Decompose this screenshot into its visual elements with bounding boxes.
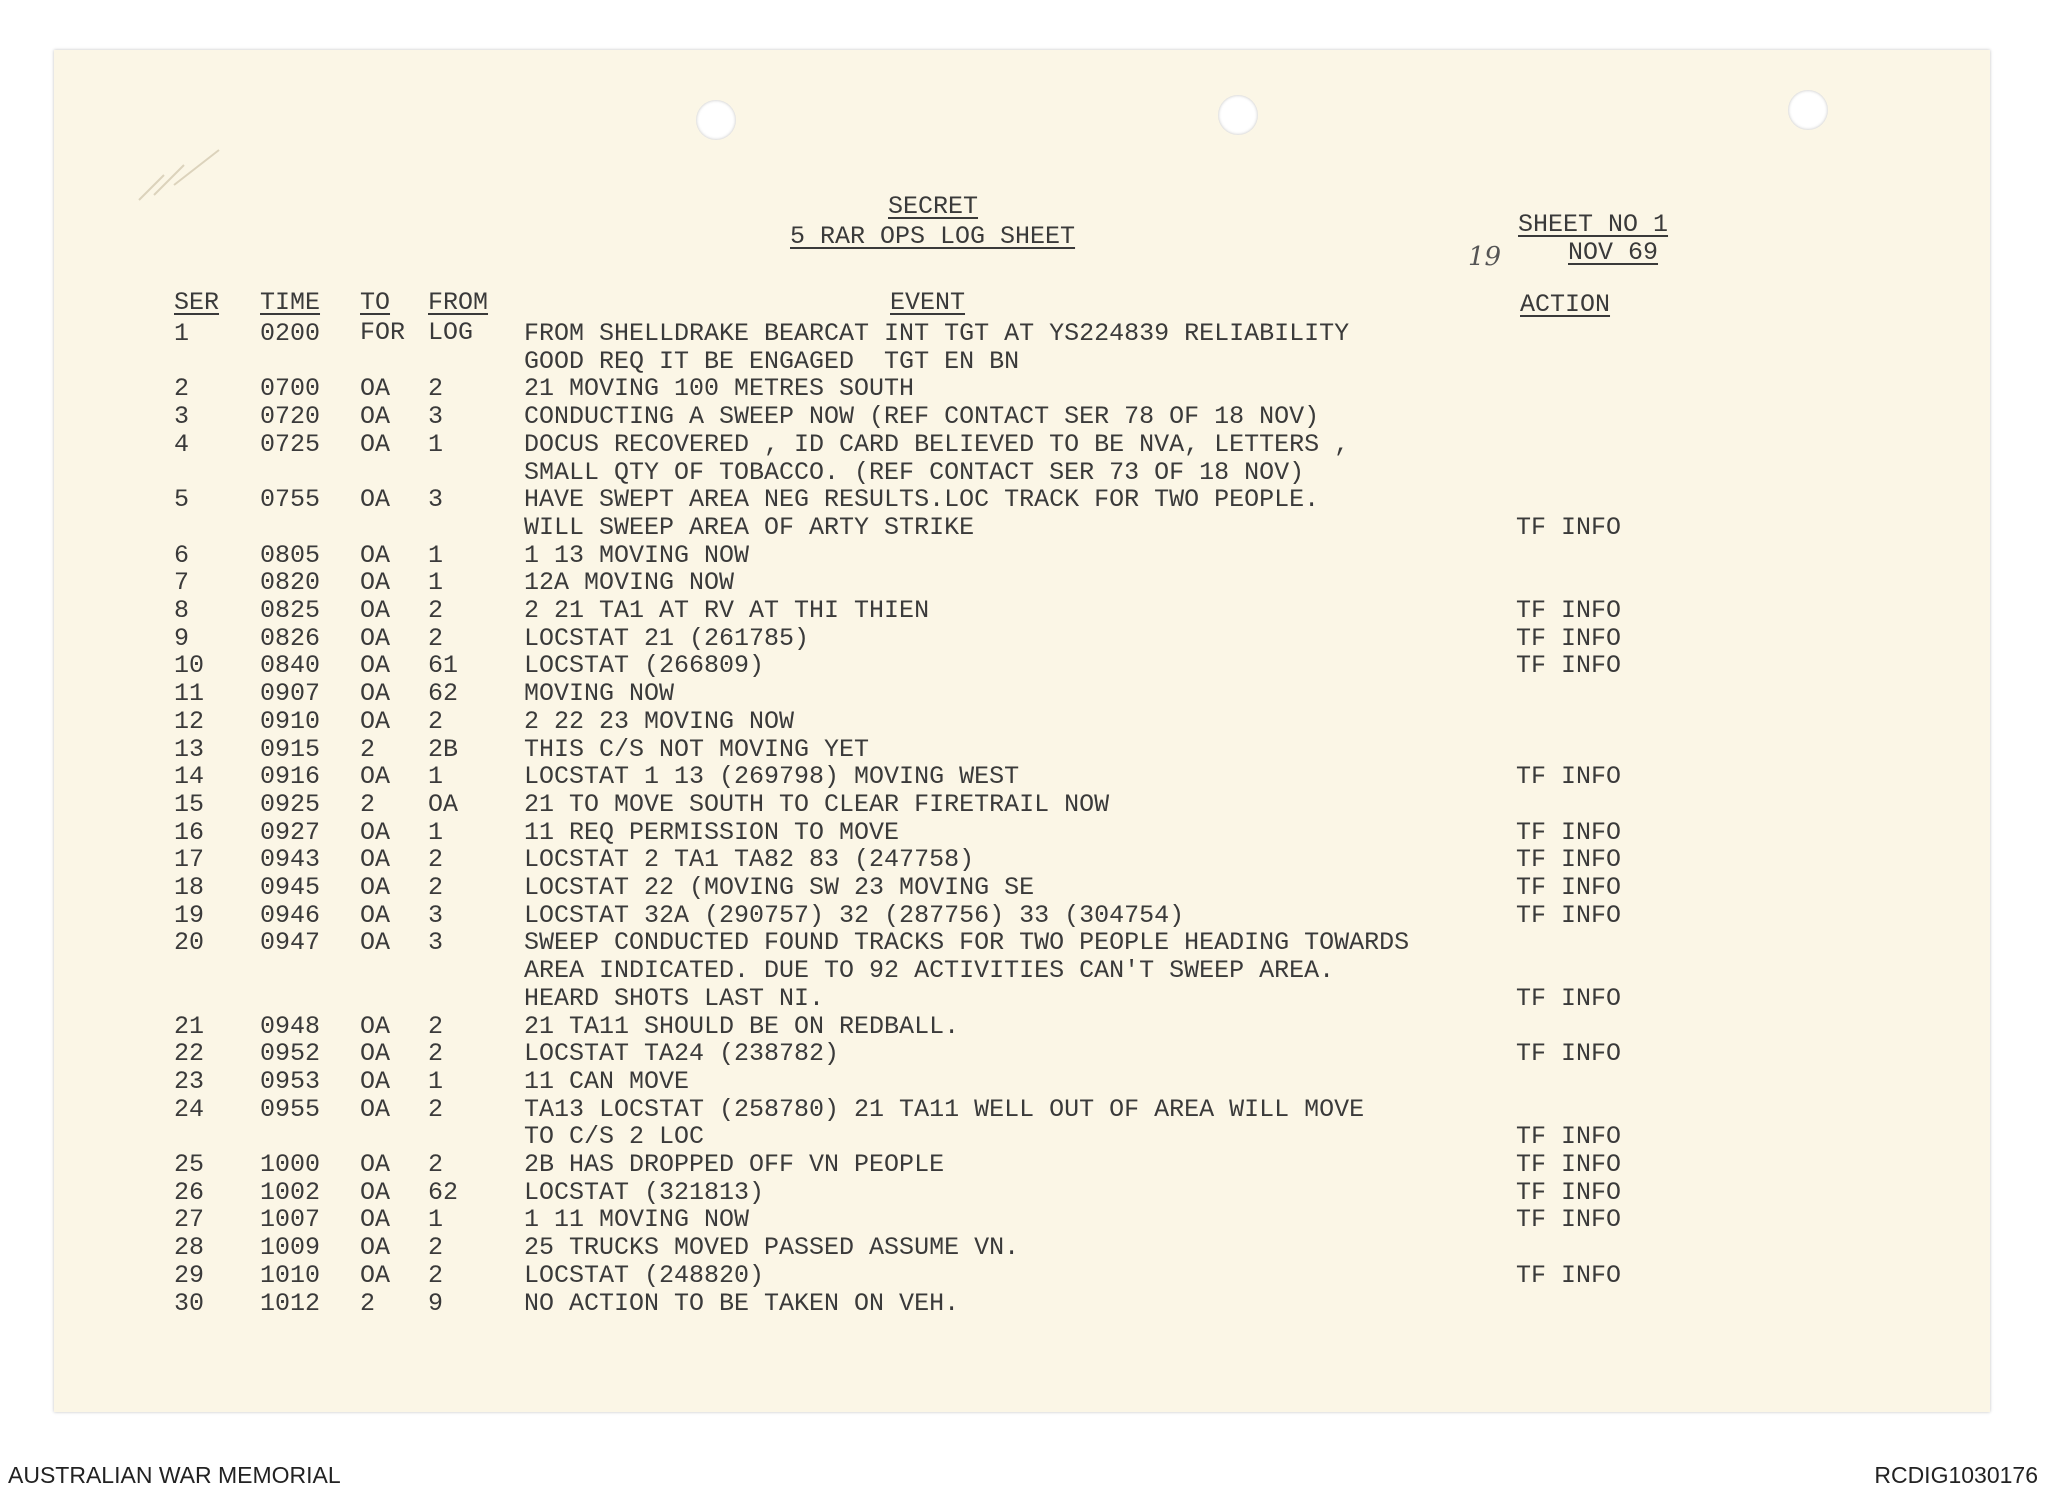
to-cell: OA	[360, 596, 391, 625]
event-cell: 1 11 MOVING NOW	[524, 1205, 750, 1235]
header-action: ACTION	[1520, 290, 1611, 319]
ser-cell: 26	[174, 1177, 205, 1207]
time-cell: 0945	[260, 873, 321, 902]
event-cell: NO ACTION TO BE TAKEN ON VEH.	[524, 1288, 960, 1318]
log-row	[54, 375, 1990, 403]
event-cell: LOCSTAT 1 13 (269798) MOVING WEST	[524, 762, 1020, 792]
to-cell: OA	[360, 1150, 391, 1179]
event-cell: 21 MOVING 100 METRES SOUTH	[524, 374, 915, 404]
ser-cell: 28	[174, 1233, 205, 1263]
ser-cell: 4	[174, 429, 190, 459]
time-cell: 0200	[260, 319, 321, 348]
from-cell: 2	[428, 374, 444, 404]
to-cell: OA	[360, 1039, 391, 1069]
action-cell: TF INFO	[1516, 762, 1622, 792]
event-cell: LOCSTAT 21 (261785)	[524, 623, 810, 653]
event-cell: MOVING NOW	[524, 679, 675, 709]
ser-cell: 2	[174, 374, 190, 404]
event-cell: 11 REQ PERMISSION TO MOVE	[524, 817, 900, 847]
log-row	[54, 1151, 1990, 1179]
to-cell: OA	[360, 651, 391, 681]
action-cell: TF INFO	[1516, 1205, 1622, 1235]
ser-cell: 16	[174, 817, 205, 847]
event-cell: LOCSTAT (248820)	[524, 1260, 765, 1290]
ser-cell: 18	[174, 873, 205, 902]
log-row	[54, 1262, 1990, 1290]
ser-cell: 27	[174, 1205, 205, 1235]
to-cell: OA	[360, 623, 391, 653]
punch-hole-left	[696, 100, 736, 140]
punch-hole-right	[1788, 90, 1828, 130]
time-cell: 0825	[260, 596, 321, 625]
log-row	[54, 763, 1990, 791]
event-cell: LOCSTAT 22 (MOVING SW 23 MOVING SE	[524, 873, 1035, 902]
event-continuation: HEARD SHOTS LAST NI.	[524, 983, 825, 1013]
log-row	[54, 1040, 1990, 1068]
from-cell: 2	[428, 1150, 444, 1179]
to-cell: OA	[360, 402, 391, 432]
time-cell: 0907	[260, 679, 321, 709]
action-cell: TF INFO	[1516, 651, 1622, 681]
event-cell: 12A MOVING NOW	[524, 568, 735, 598]
time-cell: 0820	[260, 568, 321, 598]
ser-cell: 8	[174, 596, 190, 625]
to-cell: OA	[360, 928, 391, 958]
time-cell: 0955	[260, 1094, 321, 1124]
ser-cell: 11	[174, 679, 205, 709]
from-cell: 1	[428, 429, 444, 459]
to-cell: OA	[360, 679, 391, 709]
from-cell: 62	[428, 1177, 459, 1207]
to-cell: 2	[360, 734, 376, 764]
to-cell: OA	[360, 706, 391, 736]
event-continuation: WILL SWEEP AREA OF ARTY STRIKE	[524, 512, 975, 542]
ser-cell: 19	[174, 900, 205, 930]
action-cell: TF INFO	[1516, 845, 1622, 875]
time-cell: 1007	[260, 1205, 321, 1235]
time-cell: 0947	[260, 928, 321, 958]
event-cell: CONDUCTING A SWEEP NOW (REF CONTACT SER 78 OF 18 NOV)	[524, 402, 1320, 432]
log-row	[54, 625, 1990, 653]
ser-cell: 3	[174, 402, 190, 432]
log-row	[54, 486, 1990, 514]
log-row	[54, 929, 1990, 957]
action-cell: TF INFO	[1516, 1122, 1622, 1152]
event-cell: 21 TO MOVE SOUTH TO CLEAR FIRETRAIL NOW	[524, 789, 1110, 819]
ser-cell: 22	[174, 1039, 205, 1069]
log-row	[54, 1206, 1990, 1234]
log-row	[54, 320, 1990, 348]
from-cell: 1	[428, 540, 444, 570]
ser-cell: 7	[174, 568, 190, 598]
header-time: TIME	[260, 288, 321, 317]
time-cell: 0943	[260, 845, 321, 875]
event-cell: FROM SHELLDRAKE BEARCAT INT TGT AT YS224839 RELIABILITY	[524, 319, 1350, 348]
from-cell: 2B	[428, 734, 459, 764]
to-cell: OA	[360, 762, 391, 792]
to-cell: OA	[360, 1205, 391, 1235]
action-cell: TF INFO	[1516, 596, 1622, 625]
log-row	[54, 403, 1990, 431]
time-cell: 0725	[260, 429, 321, 459]
footer-record-id: RCDIG1030176	[1874, 1462, 2038, 1488]
event-cell: LOCSTAT (266809)	[524, 651, 765, 681]
paper-scuff-mark	[134, 145, 224, 205]
time-cell: 0755	[260, 485, 321, 515]
sheet-date: NOV 69	[1568, 238, 1659, 267]
event-continuation: AREA INDICATED. DUE TO 92 ACTIVITIES CAN'T SWEEP AREA.	[524, 956, 1335, 986]
time-cell: 0720	[260, 402, 321, 432]
from-cell: 9	[428, 1288, 444, 1318]
event-cell: 2B HAS DROPPED OFF VN PEOPLE	[524, 1150, 945, 1179]
to-cell: OA	[360, 873, 391, 902]
event-cell: 1 13 MOVING NOW	[524, 540, 750, 570]
from-cell: 1	[428, 817, 444, 847]
handwritten-date-day: 19	[1468, 242, 1502, 272]
time-cell: 0946	[260, 900, 321, 930]
log-row	[54, 680, 1990, 708]
event-continuation: GOOD REQ IT BE ENGAGED TGT EN BN	[524, 346, 1020, 376]
time-cell: 0700	[260, 374, 321, 404]
time-cell: 1000	[260, 1150, 321, 1179]
from-cell: 2	[428, 873, 444, 902]
from-cell: 2	[428, 845, 444, 875]
header-event: EVENT	[890, 288, 966, 317]
classification-label: SECRET	[888, 192, 979, 221]
time-cell: 0910	[260, 706, 321, 736]
time-cell: 0826	[260, 623, 321, 653]
event-cell: 2 21 TA1 AT RV AT THI THIEN	[524, 596, 930, 625]
action-cell: TF INFO	[1516, 817, 1622, 847]
log-row	[54, 1068, 1990, 1096]
to-cell: 2	[360, 1288, 376, 1318]
event-cell: 25 TRUCKS MOVED PASSED ASSUME VN.	[524, 1233, 1020, 1263]
from-cell: 2	[428, 1094, 444, 1124]
action-cell: TF INFO	[1516, 1260, 1622, 1290]
from-cell: 3	[428, 928, 444, 958]
event-cell: 2 22 23 MOVING NOW	[524, 706, 795, 736]
event-cell: LOCSTAT 32A (290757) 32 (287756) 33 (304754)	[524, 900, 1185, 930]
event-cell: 21 TA11 SHOULD BE ON REDBALL.	[524, 1011, 960, 1041]
from-cell: 1	[428, 1066, 444, 1096]
action-cell: TF INFO	[1516, 623, 1622, 653]
from-cell: 1	[428, 762, 444, 792]
header-to: TO	[360, 288, 391, 317]
from-cell: 3	[428, 402, 444, 432]
ser-cell: 10	[174, 651, 205, 681]
header-from-sub: LOG	[428, 318, 474, 347]
time-cell: 1010	[260, 1260, 321, 1290]
from-cell: 1	[428, 568, 444, 598]
log-row	[54, 736, 1990, 764]
log-row	[54, 902, 1990, 930]
time-cell: 0915	[260, 734, 321, 764]
event-cell: DOCUS RECOVERED , ID CARD BELIEVED TO BE NVA, LETTERS ,	[524, 429, 1350, 459]
ser-cell: 14	[174, 762, 205, 792]
ser-cell: 24	[174, 1094, 205, 1124]
log-row	[54, 652, 1990, 680]
action-cell: TF INFO	[1516, 900, 1622, 930]
footer-institution: AUSTRALIAN WAR MEMORIAL	[8, 1462, 341, 1488]
ser-cell: 1	[174, 319, 190, 348]
time-cell: 0953	[260, 1066, 321, 1096]
from-cell: 3	[428, 900, 444, 930]
time-cell: 0927	[260, 817, 321, 847]
from-cell: 2	[428, 1233, 444, 1263]
from-cell: 2	[428, 706, 444, 736]
to-cell: OA	[360, 485, 391, 515]
log-row	[54, 1096, 1990, 1124]
event-cell: LOCSTAT 2 TA1 TA82 83 (247758)	[524, 845, 975, 875]
log-row	[54, 1290, 1990, 1318]
ser-cell: 5	[174, 485, 190, 515]
log-row	[54, 708, 1990, 736]
event-cell: LOCSTAT TA24 (238782)	[524, 1039, 840, 1069]
action-cell: TF INFO	[1516, 983, 1622, 1013]
to-cell: OA	[360, 540, 391, 570]
to-cell: OA	[360, 845, 391, 875]
ser-cell: 29	[174, 1260, 205, 1290]
ser-cell: 15	[174, 789, 205, 819]
ser-cell: 21	[174, 1011, 205, 1041]
header-to-sub: FOR	[360, 318, 406, 347]
to-cell: OA	[360, 1094, 391, 1124]
ser-cell: 13	[174, 734, 205, 764]
time-cell: 1002	[260, 1177, 321, 1207]
time-cell: 0948	[260, 1011, 321, 1041]
from-cell: 2	[428, 1039, 444, 1069]
from-cell: 62	[428, 679, 459, 709]
event-continuation: SMALL QTY OF TOBACCO. (REF CONTACT SER 73 OF 18 NOV)	[524, 457, 1305, 487]
log-row	[54, 569, 1990, 597]
time-cell: 0925	[260, 789, 321, 819]
log-row	[54, 874, 1990, 902]
from-cell: 2	[428, 623, 444, 653]
ser-cell: 20	[174, 928, 205, 958]
ser-cell: 17	[174, 845, 205, 875]
ser-cell: 25	[174, 1150, 205, 1179]
event-cell: 11 CAN MOVE	[524, 1066, 690, 1096]
time-cell: 0805	[260, 540, 321, 570]
to-cell: 2	[360, 789, 376, 819]
log-row	[54, 542, 1990, 570]
log-row	[54, 791, 1990, 819]
from-cell: 2	[428, 1011, 444, 1041]
from-cell: 2	[428, 1260, 444, 1290]
from-cell: 61	[428, 651, 459, 681]
time-cell: 0952	[260, 1039, 321, 1069]
from-cell: 2	[428, 596, 444, 625]
to-cell: OA	[360, 429, 391, 459]
punch-hole-middle	[1218, 95, 1258, 135]
header-ser: SER	[174, 288, 220, 317]
time-cell: 1009	[260, 1233, 321, 1263]
to-cell: OA	[360, 817, 391, 847]
ser-cell: 6	[174, 540, 190, 570]
from-cell: 3	[428, 485, 444, 515]
event-cell: TA13 LOCSTAT (258780) 21 TA11 WELL OUT OF AREA WILL MOVE	[524, 1094, 1365, 1124]
to-cell: OA	[360, 568, 391, 598]
event-cell: LOCSTAT (321813)	[524, 1177, 765, 1207]
from-cell: OA	[428, 789, 459, 819]
header-from: FROM	[428, 288, 489, 317]
to-cell: OA	[360, 1066, 391, 1096]
action-cell: TF INFO	[1516, 1150, 1622, 1179]
event-cell: HAVE SWEPT AREA NEG RESULTS.LOC TRACK FOR TWO PEOPLE.	[524, 485, 1320, 515]
time-cell: 0840	[260, 651, 321, 681]
log-row	[54, 1013, 1990, 1041]
log-row	[54, 819, 1990, 847]
from-cell: 1	[428, 1205, 444, 1235]
event-cell: THIS C/S NOT MOVING YET	[524, 734, 870, 764]
document-sheet	[54, 50, 1990, 1412]
to-cell: OA	[360, 1233, 391, 1263]
event-cell: SWEEP CONDUCTED FOUND TRACKS FOR TWO PEOPLE HEADING TOWARDS	[524, 928, 1410, 958]
sheet-number: SHEET NO 1	[1518, 210, 1669, 239]
log-row	[54, 431, 1990, 459]
to-cell: OA	[360, 1260, 391, 1290]
action-cell: TF INFO	[1516, 512, 1622, 542]
action-cell: TF INFO	[1516, 873, 1622, 902]
action-cell: TF INFO	[1516, 1177, 1622, 1207]
time-cell: 1012	[260, 1288, 321, 1318]
to-cell: OA	[360, 1177, 391, 1207]
action-cell: TF INFO	[1516, 1039, 1622, 1069]
log-row	[54, 597, 1990, 625]
log-row	[54, 1234, 1990, 1262]
ser-cell: 30	[174, 1288, 205, 1318]
document-title: 5 RAR OPS LOG SHEET	[790, 222, 1076, 251]
ser-cell: 12	[174, 706, 205, 736]
log-row	[54, 846, 1990, 874]
to-cell: OA	[360, 374, 391, 404]
ser-cell: 9	[174, 623, 190, 653]
event-continuation: TO C/S 2 LOC	[524, 1122, 705, 1152]
ser-cell: 23	[174, 1066, 205, 1096]
to-cell: OA	[360, 900, 391, 930]
log-row	[54, 1179, 1990, 1207]
time-cell: 0916	[260, 762, 321, 792]
to-cell: OA	[360, 1011, 391, 1041]
